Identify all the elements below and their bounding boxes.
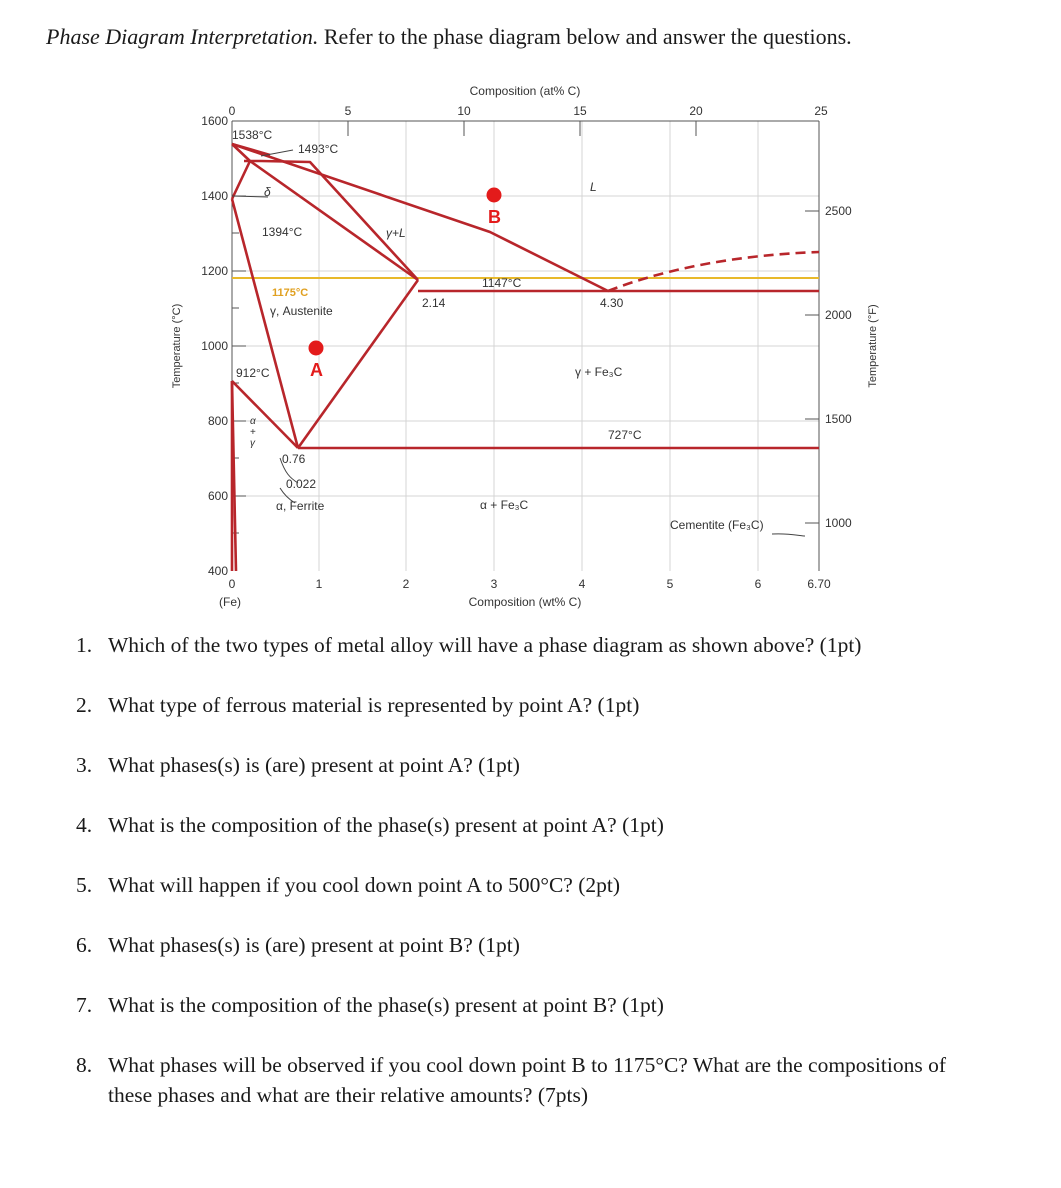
question-text: What is the composition of the phase(s) present at point A? (1pt) [108,813,664,837]
top-tick-label: 5 [344,104,352,118]
top-axis-title: Composition (at% C) [469,84,581,98]
top-tick-label: 25 [814,104,828,118]
alpha-gamma-label-2: + [250,427,256,438]
question-text: What will happen if you cool down point A to 500°C? (2pt) [108,873,620,897]
top-tick-label: 15 [573,104,587,118]
right-tick-marks [805,211,819,523]
right-axis-title: Temperature (°F) [867,304,879,388]
left-tick-label: 1400 [201,189,228,203]
left-tick-label: 800 [207,414,228,428]
bottom-tick-label: 5 [666,577,674,591]
top-tick-label: 20 [689,104,703,118]
alpha-gamma-label-3: γ [250,438,255,449]
bottom-tick-label: 3 [490,577,498,591]
right-tick-label: 2500 [825,204,852,218]
question-number: 3. [76,753,93,777]
temp-1394-label: 1394°C [262,225,303,239]
question-text: What is the composition of the phase(s) present at point B? (1pt) [108,993,664,1017]
comp-076-label: 0.76 [282,452,306,466]
left-tick-label: 600 [207,489,228,503]
left-tick-labels [201,114,228,578]
comp-0022-label: 0.022 [286,477,317,491]
left-tick-label: 1000 [201,339,228,353]
right-tick-labels [825,204,852,530]
point-b-marker [487,188,502,203]
heading-title: Phase Diagram Interpretation. [46,24,319,49]
temp-1493-label: 1493°C [298,142,339,156]
left-tick-label: 1200 [201,264,228,278]
temp-1538-label: 1538°C [232,128,273,142]
question-number: 5. [76,873,93,897]
right-tick-label: 2000 [825,308,852,322]
cementite-label: Cementite (Fe₃C) [670,518,764,532]
temp-912-label: 912°C [236,366,270,380]
alpha-gamma-label-1: α [250,416,256,427]
point-a-marker [309,341,324,356]
comp-430-label: 4.30 [600,296,624,310]
bottom-tick-label: 4 [578,577,586,591]
austenite-label: γ, Austenite [270,304,333,318]
question-number: 2. [76,693,93,717]
temp-1175-label: 1175°C [272,287,309,299]
left-tick-label: 400 [207,564,228,578]
point-a-label: A [310,360,323,380]
iron-carbon-phase-diagram [160,78,900,618]
question-text: What phases(s) is (are) present at point A? (1pt) [108,753,520,777]
bottom-tick-label: 1 [315,577,323,591]
question-text: What phases(s) is (are) present at point B? (1pt) [108,933,520,957]
liquid-phase-label: L [590,180,597,194]
point-b-label: B [488,207,501,227]
temp-727-label: 727°C [608,428,642,442]
gamma-liquid-label: γ+L [386,226,406,240]
delta-phase-label: δ [264,185,271,199]
top-tick-label: 0 [228,104,236,118]
bottom-axis-title: Composition (wt% C) [468,595,582,609]
top-tick-marks [348,121,696,136]
question-text: What phases will be observed if you cool down point B to 1175°C? What are the compositions of these phases and what are their relative amounts? (7pts) [108,1053,946,1107]
bottom-tick-label: 0 [228,577,236,591]
question-number: 4. [76,813,93,837]
question-text: Which of the two types of metal alloy will have a phase diagram as shown above? (1pt) [108,633,862,657]
comp-214-label: 2.14 [422,296,446,310]
question-number: 7. [76,993,93,1017]
bottom-tick-labels [229,577,831,591]
assignment-heading [46,24,852,50]
temp-1147-label: 1147°C [482,276,522,290]
right-tick-label: 1500 [825,412,852,426]
question-number: 8. [76,1053,93,1077]
question-number: 6. [76,933,93,957]
bottom-tick-label: 6 [754,577,762,591]
left-tick-label: 1600 [201,114,228,128]
ferrite-label: α, Ferrite [276,499,325,513]
right-tick-label: 1000 [825,516,852,530]
top-tick-labels [229,104,828,118]
fe-origin-label: (Fe) [219,595,241,609]
top-tick-label: 10 [457,104,471,118]
left-axis-title: Temperature (°C) [171,303,183,389]
question-text: What type of ferrous material is represented by point A? (1pt) [108,693,640,717]
bottom-tick-label: 2 [402,577,410,591]
gamma-fe3c-label: γ + Fe₃C [575,365,623,379]
question-number: 1. [76,633,93,657]
heading-instruction: Refer to the phase diagram below and answer the questions. [323,24,852,49]
alpha-fe3c-label: α + Fe₃C [480,498,529,512]
bottom-tick-label: 6.70 [807,577,831,591]
